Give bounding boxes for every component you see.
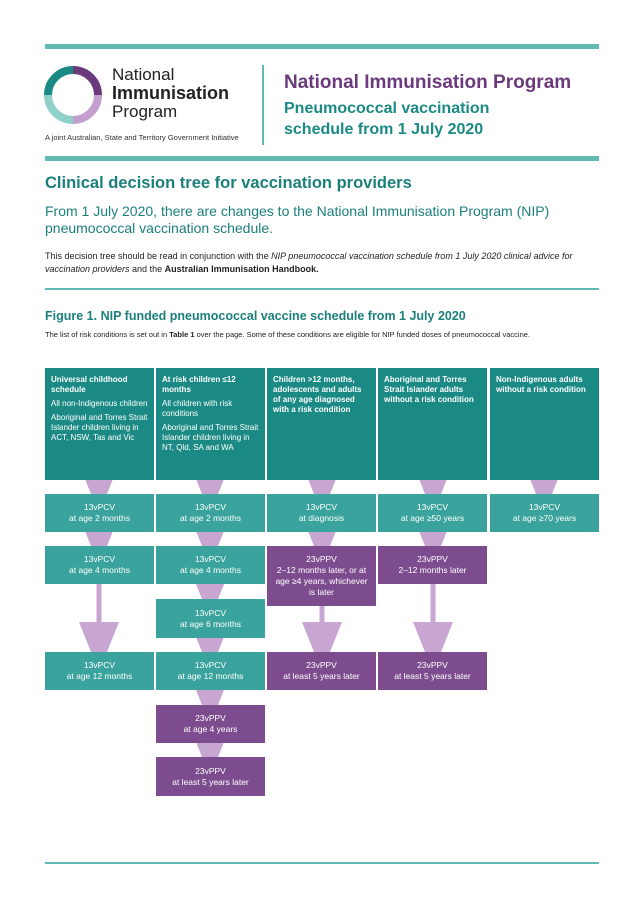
logo-wordmark: National Immunisation Program xyxy=(112,65,230,121)
dose-box: 23vPPV 2–12 months later, or at age ≥4 years, whichever is later xyxy=(267,546,376,606)
section-heading: Clinical decision tree for vaccination providers xyxy=(45,174,412,192)
dose-box: 13vPCV at age 2 months xyxy=(45,494,154,532)
column-header-atsi-adults: Aboriginal and Torres Strait Islander adults without a risk condition xyxy=(378,368,487,480)
dose-box: 13vPCV at age ≥50 years xyxy=(378,494,487,532)
figure-note: The list of risk conditions is set out in Table 1 over the page. Some of these conditions are eligible for NIP funded doses of pneumococcal vaccine. xyxy=(45,330,530,339)
logo-tagline: A joint Australian, State and Territory Government Initiative xyxy=(45,133,239,142)
dose-box: 13vPCV at age 4 months xyxy=(45,546,154,584)
dose-box: 13vPCV at age 12 months xyxy=(45,652,154,690)
column-header-non-indigenous-adults: Non-Indigenous adults without a risk condition xyxy=(490,368,599,480)
page-subtitle: Pneumococcal vaccination schedule from 1 July 2020 xyxy=(284,100,490,138)
dose-box: 23vPPV at least 5 years later xyxy=(378,652,487,690)
intro-lead: From 1 July 2020, there are changes to the National Immunisation Program (NIP) pneumococcal vaccination schedule. xyxy=(45,203,550,236)
dose-box: 23vPPV at least 5 years later xyxy=(156,757,265,796)
dose-box: 13vPCV at age 12 months xyxy=(156,652,265,690)
bottom-rule xyxy=(45,862,599,864)
dose-box: 13vPCV at diagnosis xyxy=(267,494,376,532)
dose-box: 13vPCV at age 6 months xyxy=(156,599,265,638)
figure-title: Figure 1. NIP funded pneumococcal vaccine schedule from 1 July 2020 xyxy=(45,309,466,323)
intro-body: This decision tree should be read in conjunction with the NIP pneumococcal vaccination schedule from 1 July 2020 clinical advice for vaccination providers and the Australian Immunisation Handbook. xyxy=(45,251,573,274)
column-header-at-risk-children: At risk children ≤12 months All children with risk conditions Aboriginal and Torres Strait Islander children living in NT, Qld, SA and WA xyxy=(156,368,265,480)
dose-box: 23vPPV at least 5 years later xyxy=(267,652,376,690)
column-header-universal: Universal childhood schedule All non-Indigenous children Aboriginal and Torres Strait Islander children living in ACT, NSW, Tas and Vic xyxy=(45,368,154,480)
column-header-risk-condition: Children >12 months, adolescents and adults of any age diagnosed with a risk condition xyxy=(267,368,376,480)
dose-box: 13vPCV at age 2 months xyxy=(156,494,265,532)
dose-box: 23vPPV 2–12 months later xyxy=(378,546,487,584)
page-title: National Immunisation Program xyxy=(284,72,572,93)
dose-box: 13vPCV at age ≥70 years xyxy=(490,494,599,532)
dose-box: 13vPCV at age 4 months xyxy=(156,546,265,584)
dose-box: 23vPPV at age 4 years xyxy=(156,705,265,743)
